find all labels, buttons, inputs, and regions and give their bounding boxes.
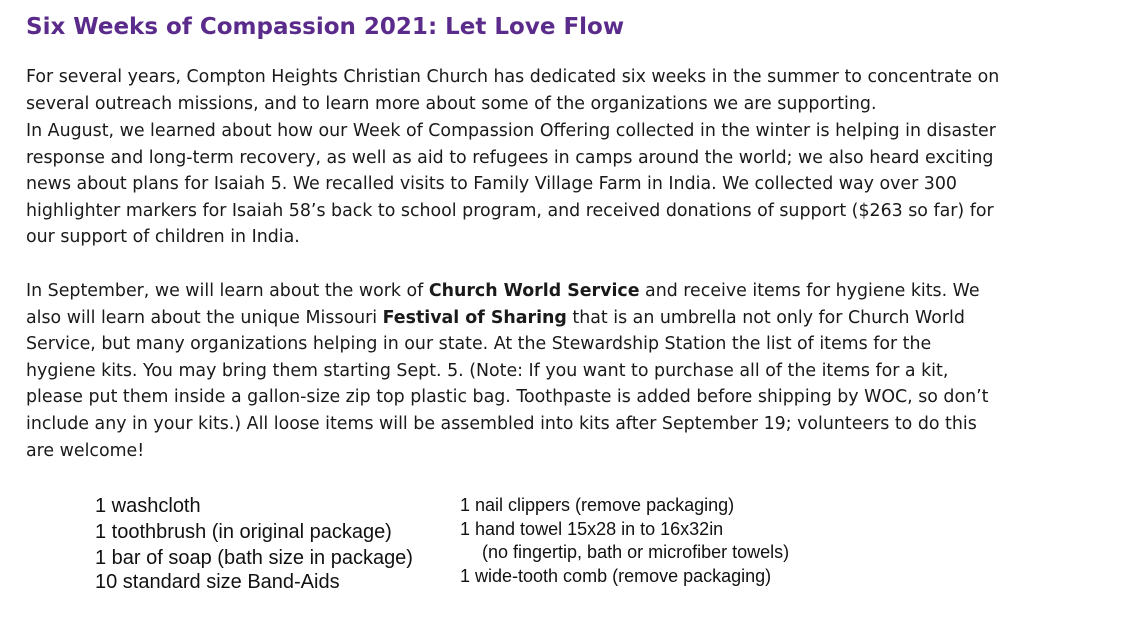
september-line: include any in your kits.) All loose items will be assembled into kits after September 19; volunteers to do this xyxy=(26,413,977,434)
intro-paragraph xyxy=(26,64,1126,117)
kit-item: 1 wide-tooth comb (remove packaging) xyxy=(460,565,772,586)
kit-item-note: (no fingertip, bath or microfiber towels) xyxy=(482,542,790,562)
august-line: In August, we learned about how our Week of Compassion Offering collected in the winter is helping in disaster xyxy=(26,121,996,141)
intro-line: For several years, Compton Heights Christian Church has dedicated six weeks in the summer to concentrate on xyxy=(26,67,1000,87)
september-line: hygiene kits. You may bring them starting Sept. 5. (Note: If you want to purchase all of the items for a kit, xyxy=(26,360,949,381)
september-line: are welcome! xyxy=(26,440,145,461)
hygiene-kit-list-left xyxy=(95,494,413,595)
september-line: please put them inside a gallon-size zip top plastic bag. Toothpaste is added before shipping by WOC, so don’t xyxy=(26,387,989,408)
september-line-text: In September, we will learn about the work of xyxy=(26,281,429,301)
page-title: Six Weeks of Compassion 2021: Let Love Flow xyxy=(26,14,625,40)
september-line-text: and receive items for hygiene kits. We xyxy=(639,281,980,301)
august-line: our support of children in India. xyxy=(26,227,300,248)
church-world-service-emphasis: Church World Service xyxy=(428,281,640,301)
hygiene-kit-list-right xyxy=(460,494,789,588)
intro-line: several outreach missions, and to learn more about some of the organizations we are supporting. xyxy=(26,93,877,114)
september-line xyxy=(26,305,1126,332)
september-paragraph xyxy=(26,278,1126,464)
august-line: response and long-term recovery, as well as aid to refugees in camps around the world; we also heard exciting xyxy=(26,147,994,168)
festival-of-sharing-emphasis: Festival of Sharing xyxy=(382,307,567,328)
september-line: Service, but many organizations helping in our state. At the Stewardship Station the list of items for the xyxy=(26,334,932,355)
kit-item: 1 washcloth xyxy=(95,495,201,517)
kit-item: 10 standard size Band-Aids xyxy=(95,571,340,593)
kit-item: 1 bar of soap (bath size in package) xyxy=(95,547,413,569)
september-line xyxy=(26,278,1126,305)
august-line: news about plans for Isaiah 5. We recalled visits to Family Village Farm in India. We collected way over 300 xyxy=(26,174,957,195)
kit-item: 1 toothbrush (in original package) xyxy=(95,521,392,543)
kit-item: 1 nail clippers (remove packaging) xyxy=(460,495,735,515)
september-line-text: also will learn about the unique Missouri xyxy=(26,307,383,328)
august-paragraph xyxy=(26,118,1126,251)
september-line-text: that is an umbrella not only for Church World xyxy=(566,307,965,328)
august-line: highlighter markers for Isaiah 58’s back to school program, and received donations of support ($263 so far) for xyxy=(26,200,994,221)
kit-item: 1 hand towel 15x28 in to 16x32in xyxy=(460,518,724,539)
